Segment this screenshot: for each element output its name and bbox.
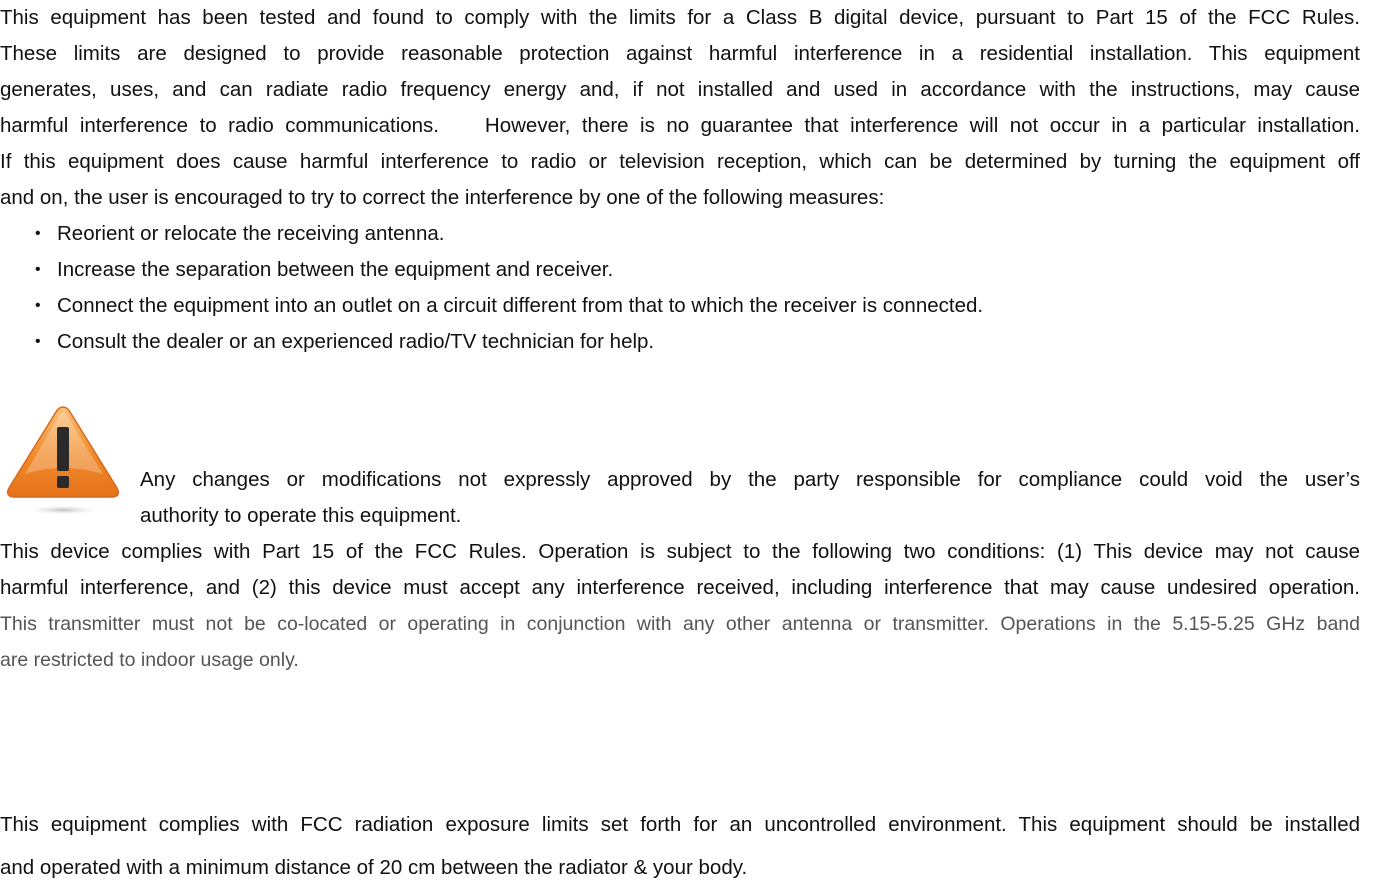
transmitter-line-1: This transmitter must not be co-located or operating in conjunction with any other antenna or transmitter. Operations in the 5.15-5.25 GHz band: [0, 613, 1360, 635]
measures-list: [0, 216, 1360, 360]
list-item-text: Consult the dealer or an experienced radio/TV technician for help.: [57, 330, 655, 353]
part15-statement: [0, 534, 1360, 678]
intro-line-6: and on, the user is encouraged to try to correct the interference by one of the following measures:: [0, 186, 885, 209]
list-item: [0, 252, 1360, 288]
bullet-marker: •: [35, 297, 41, 314]
warning-icon: [3, 402, 123, 517]
radiation-line-2: and operated with a minimum distance of 20 cm between the radiator & your body.: [0, 856, 748, 879]
list-item-text: Reorient or relocate the receiving antenna.: [57, 222, 445, 245]
bullet-marker: •: [35, 333, 41, 350]
warning-line-2: authority to operate this equipment.: [140, 504, 462, 527]
part15-line-2: harmful interference, and (2) this device must accept any interference received, including interference that may cause undesired operation.: [0, 576, 1360, 599]
list-item: [0, 324, 1360, 360]
list-item: [0, 288, 1360, 324]
intro-line-5: If this equipment does cause harmful interference to radio or television reception, which can be determined by turning the equipment off: [0, 150, 1360, 173]
radiation-line-1: This equipment complies with FCC radiation exposure limits set forth for an uncontrolled environment. This equipment should be installed: [0, 813, 1360, 836]
radiation-exposure-statement: [0, 803, 1360, 889]
warning-text: [140, 462, 1360, 534]
list-item-text: Connect the equipment into an outlet on a circuit different from that to which the receiver is connected.: [57, 294, 984, 317]
intro-line-2: These limits are designed to provide reasonable protection against harmful interference in a residential installation. This equipment: [0, 42, 1360, 65]
intro-line-3: generates, uses, and can radiate radio frequency energy and, if not installed and used in accordance with the instructions, may cause: [0, 78, 1360, 101]
part15-line-1: This device complies with Part 15 of the FCC Rules. Operation is subject to the following two conditions: (1) This device may not cause: [0, 540, 1360, 563]
warning-block: [0, 402, 1360, 532]
bullet-marker: •: [35, 225, 41, 242]
transmitter-line-2: are restricted to indoor usage only.: [0, 649, 299, 671]
list-item: [0, 216, 1360, 252]
warning-line-1: Any changes or modifications not expressly approved by the party responsible for compliance could void the user’s: [140, 468, 1360, 491]
fcc-class-b-statement: [0, 0, 1360, 360]
list-item-text: Increase the separation between the equipment and receiver.: [57, 258, 614, 281]
bullet-marker: •: [35, 261, 41, 278]
intro-line-1: This equipment has been tested and found to comply with the limits for a Class B digital device, pursuant to Part 15 of the FCC Rules.: [0, 6, 1360, 29]
intro-line-4: harmful interference to radio communications. However, there is no guarantee that interference will not occur in a particular installation.: [0, 114, 1360, 137]
